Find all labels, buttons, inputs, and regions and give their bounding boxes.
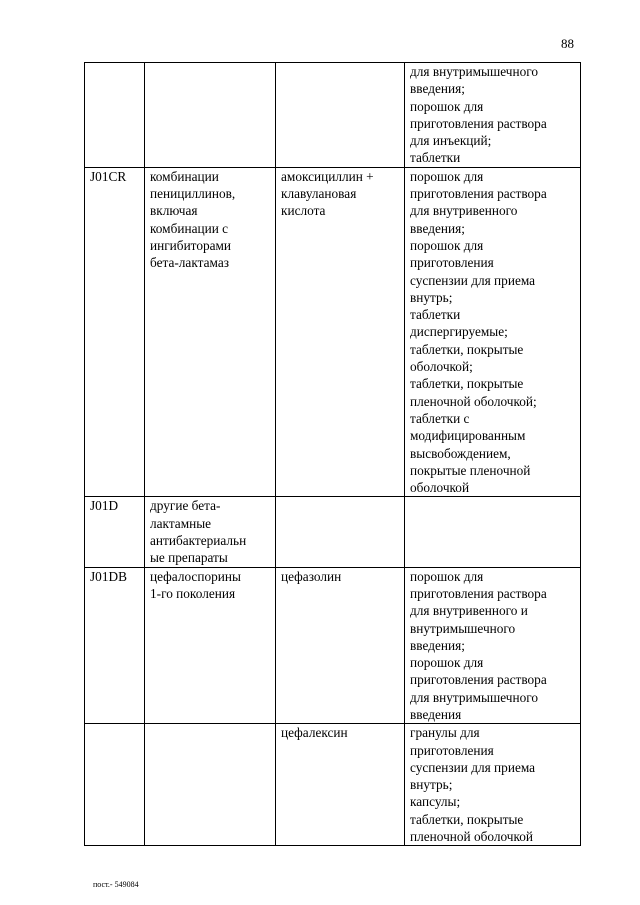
drug-name-cell: цефалексин	[276, 724, 405, 846]
dosage-forms-cell: гранулы для приготовления суспензии для приема внутрь; капсулы; таблетки, покрытые пленочной оболочкой	[405, 724, 581, 846]
table-row	[85, 567, 581, 724]
pharmacological-group-cell: другие бета- лактамные антибактериальн ые препараты	[145, 497, 276, 567]
dosage-forms-cell: для внутримышечного введения; порошок для приготовления раствора для инъекций; таблетки	[405, 63, 581, 168]
drug-name-cell	[276, 63, 405, 168]
pharmacological-group-cell: цефалоспорины 1-го поколения	[145, 567, 276, 724]
table-row	[85, 167, 581, 497]
atc-code-cell: J01D	[85, 497, 145, 567]
atc-code-cell: J01DB	[85, 567, 145, 724]
footer-document-id: пост.- 549084	[93, 880, 139, 889]
table-row	[85, 497, 581, 567]
pharmacological-group-cell: комбинации пенициллинов, включая комбинации с ингибиторами бета-лактамаз	[145, 167, 276, 497]
page-number: 88	[561, 36, 574, 51]
drug-name-cell	[276, 497, 405, 567]
atc-code-cell	[85, 63, 145, 168]
table-row	[85, 63, 581, 168]
pharmacological-group-cell	[145, 724, 276, 846]
pharmacological-group-cell	[145, 63, 276, 168]
dosage-forms-cell: порошок для приготовления раствора для внутривенного и внутримышечного введения; порошок для приготовления раствора для внутримышечного введения	[405, 567, 581, 724]
dosage-forms-cell	[405, 497, 581, 567]
atc-code-cell: J01CR	[85, 167, 145, 497]
atc-code-cell	[85, 724, 145, 846]
table-row	[85, 724, 581, 846]
drug-name-cell: цефазолин	[276, 567, 405, 724]
medication-table	[84, 62, 581, 846]
drug-name-cell: амоксициллин + клавулановая кислота	[276, 167, 405, 497]
dosage-forms-cell: порошок для приготовления раствора для внутривенного введения; порошок для приготовления суспензии для приема внутрь; таблетки диспергируемые; таблетки, покрытые оболочкой; таблетки, покрытые пленочной оболочкой; таблетки с модифицированным высвобождением, покрытые пленочной оболочкой	[405, 167, 581, 497]
